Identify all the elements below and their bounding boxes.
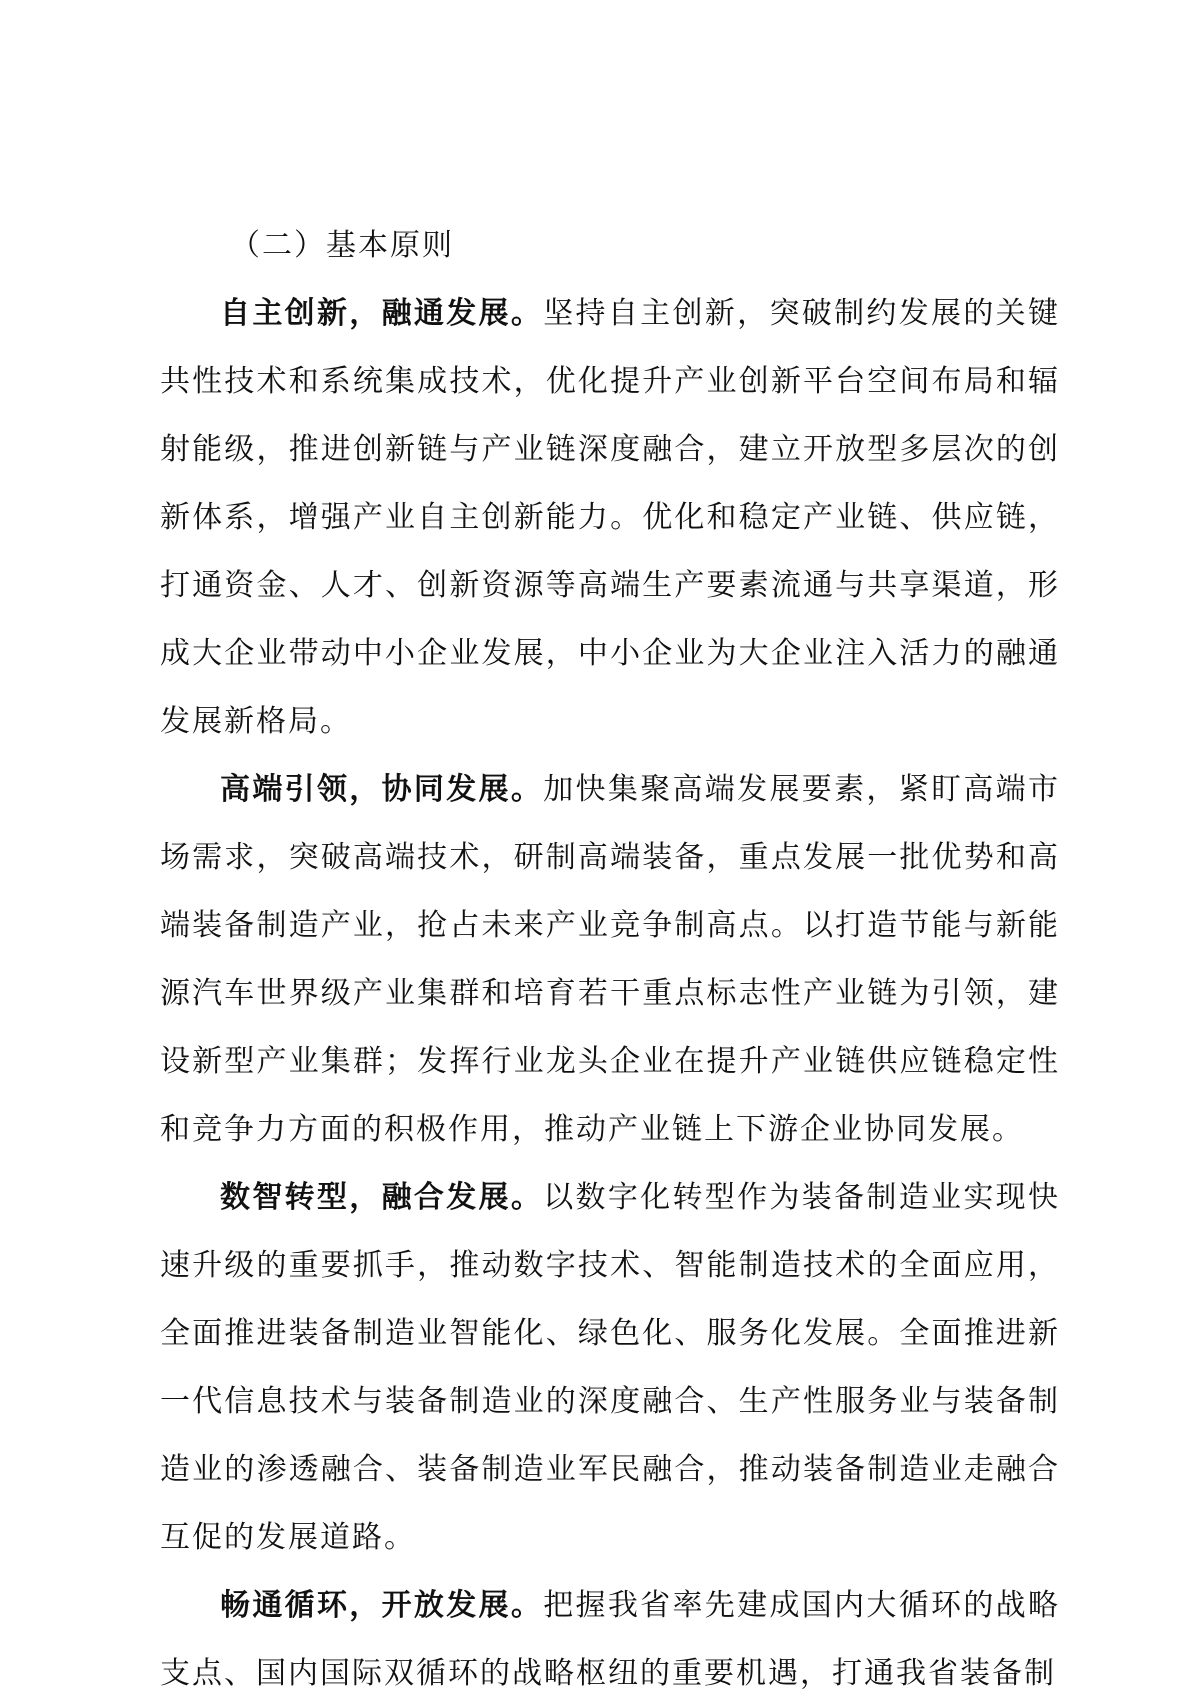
section-heading: （二）基本原则 xyxy=(230,228,454,263)
principle-paragraph-digital xyxy=(160,1164,1060,1572)
principle-lead: 自主创新，融通发展。 xyxy=(220,296,544,331)
principle-body: 把握我省率先建成国内大循环的战略支点、国内国际双循环的战略枢纽的重要机遇，打通我省装备制 xyxy=(160,1588,1061,1691)
document-body xyxy=(160,212,1060,1708)
principle-lead: 数智转型，融合发展。 xyxy=(220,1180,544,1215)
principle-body: 以数字化转型作为装备制造业实现快速升级的重要抓手，推动数字技术、智能制造技术的全面应用，全面推进装备制造业智能化、绿色化、服务化发展。全面推进新一代信息技术与装备制造业的深度融合、生产性服务业与装备制造业的渗透融合、装备制造业军民融合，推动装备制造业走融合互促的发展道路。 xyxy=(160,1180,1061,1555)
principle-paragraph-circulation xyxy=(160,1572,1060,1708)
principle-paragraph-high-end xyxy=(160,756,1060,1164)
principle-paragraph-innovation xyxy=(160,280,1060,756)
principle-body: 加快集聚高端发展要素，紧盯高端市场需求，突破高端技术，研制高端装备，重点发展一批优势和高端装备制造产业，抢占未来产业竞争制高点。以打造节能与新能源汽车世界级产业集群和培育若干重点标志性产业链为引领，建设新型产业集群；发挥行业龙头企业在提升产业链供应链稳定性和竞争力方面的积极作用，推动产业链上下游企业协同发展。 xyxy=(160,772,1061,1147)
principle-lead: 畅通循环，开放发展。 xyxy=(220,1588,544,1623)
principle-lead: 高端引领，协同发展。 xyxy=(220,772,544,807)
principle-body: 坚持自主创新，突破制约发展的关键共性技术和系统集成技术，优化提升产业创新平台空间布局和辐射能级，推进创新链与产业链深度融合，建立开放型多层次的创新体系，增强产业自主创新能力。优化和稳定产业链、供应链，打通资金、人才、创新资源等高端生产要素流通与共享渠道，形成大企业带动中小企业发展，中小企业为大企业注入活力的融通发展新格局。 xyxy=(160,296,1061,739)
